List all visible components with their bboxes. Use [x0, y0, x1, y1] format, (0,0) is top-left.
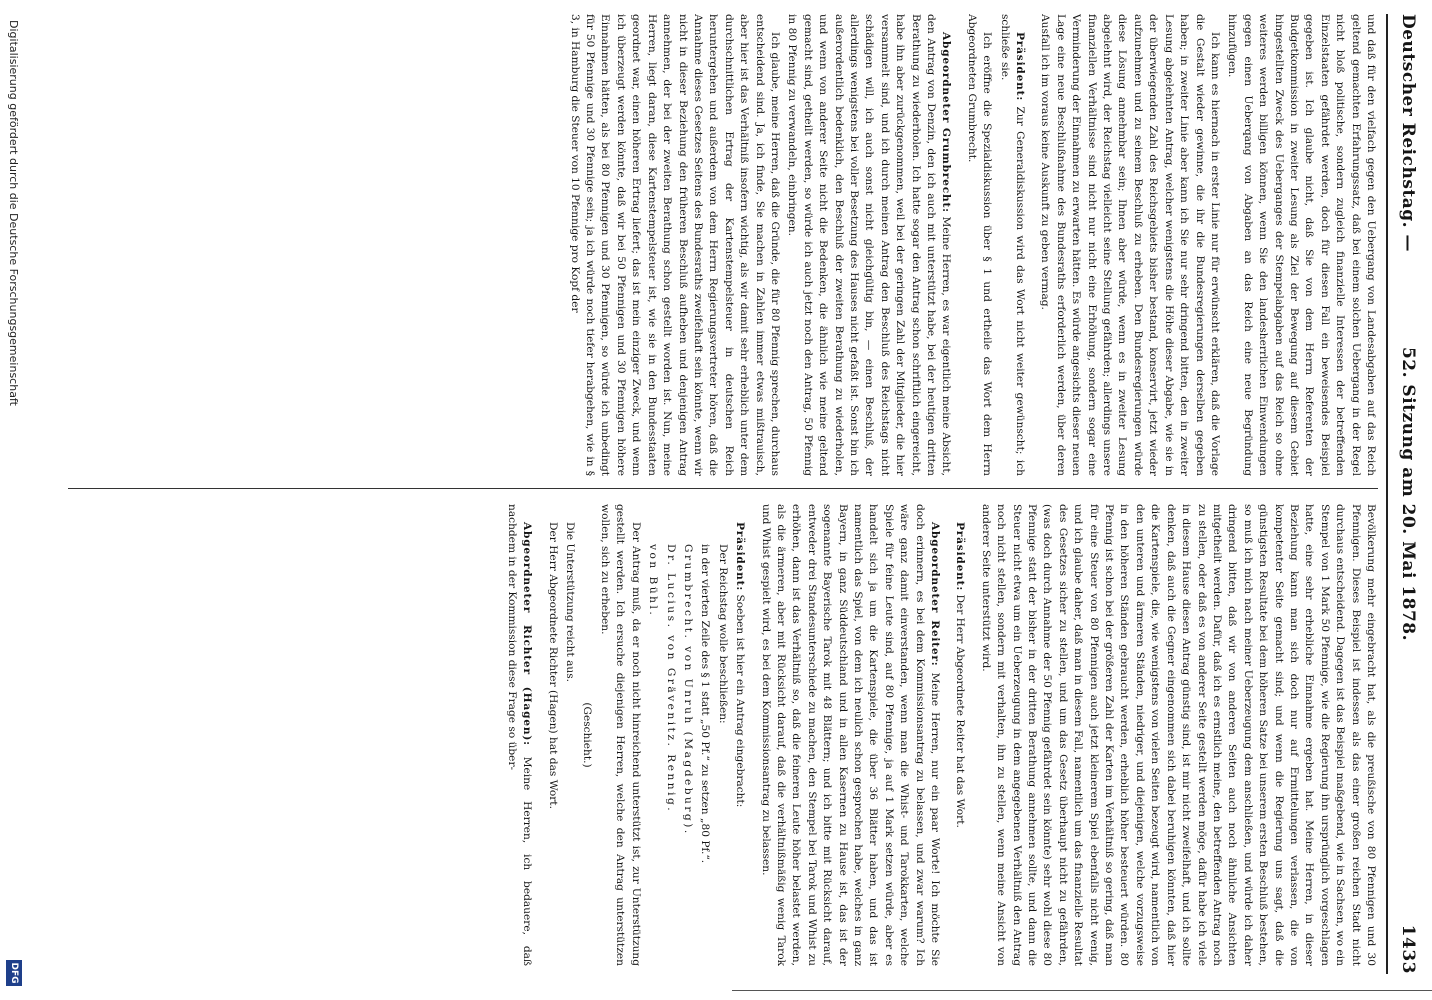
text-paragraph: und daß für den vielfach gegen den Uebergang von Landesabgaben auf das Reich geltend gemachten Erfahrungssatz, daß bei einem solchen Uebergang in der Regel nicht bloß politische, sondern zugleich finanzielle Interessen der betreffenden Einzelstaaten gefährdet werden, doch für diesen Fall ein beweisendes Beispiel gegeben ist. Ich glaube nicht, daß Sie von dem Herrn Referenten der Budgetkommission in zweiter Lesung als Ziel der Bewegung auf diesem Gebiet hingestellten Zweck des Ueberganges der Stempelabgaben auf das Reich so ohne weiteres werden billigen können, wenn Sie den landesherrlichen Einwendungen gegen einen Ueberqang von Abgaben an das Reich eine neue Begründung hinzufügen.: [1226, 14, 1377, 476]
text-column-right: [58, 504, 1378, 966]
digitization-credit-text: Digitalisierung gefördert durch die Deutsche Forschungsgemeinschaft: [7, 20, 20, 406]
text-paragraph: Der Herr Abgeordnete Richter (Hagen) hat das Wort.: [546, 522, 559, 809]
speech-paragraph: [952, 504, 967, 966]
text-paragraph: Grumbrecht. von Unruh (Magdeburg).: [681, 544, 694, 836]
header-publication-title: Deutscher Reichstag. —: [1398, 14, 1418, 253]
column-divider: [68, 488, 1378, 489]
digitization-credit: [4, 0, 22, 1000]
paragraph-gap: [747, 504, 755, 966]
speaker-name: Abgeordneter Grumbrecht:: [940, 32, 953, 213]
page-header: [1386, 14, 1418, 974]
paragraph-gap: [942, 504, 950, 966]
text-paragraph: Der Antrag muß, da er noch nicht hinreichend unterstützt ist, zur Unterstützung gestellt werden. Ich ersuche diejenigen Herren, welche den Antrag unterstützen wollen, sich zu erheben.: [598, 504, 642, 966]
margin-rule: [732, 990, 1432, 991]
speech-text: Der Herr Abgeordnete Reiter hat das Wort.: [954, 594, 967, 828]
speech-text: Meine Herren, nur ein paar Worte! Ich möchte Sie doch erinnern, es bei dem Kommissionsantrag zu belassen, und zwar warum? Ich wäre ganz damit einverstanden, wenn man die Whist- und Tarokkarten, welche Spiele für feine Leute sind, auf 80 Pfennige, ja auf 1 Mark setzen würde, aber es handelt sich ja um die Kartenspiele, die über 36 Blätter haben, und das ist namentlich das Spiel, von dem ich neulich schon gesprochen habe, welches in ganz Bayern, in ganz Süddeutschland und in allen Kasernen zu Hause ist, das ist der sogenannte Bayerische Tarok mit 48 Blättern; und ich bitte mit Rücksicht darauf, entweder drei Standesunterschiede zu machen, den Stempel bei Tarok und Whist zu erhöhen, dann ist das Verhältniß so, daß die feineren Leute höher belastet werden, als die ärmeren, aber mit Rücksicht darauf, daß die verhältnißmäßig wenig Tarok und Whist gespielt wird, es bei dem Kommissionsantrag zu belassen.: [759, 504, 942, 966]
speech-paragraph: [732, 504, 747, 966]
text-paragraph: Dr. Lucius. von Grävenitz. Rennig.: [664, 544, 677, 814]
dfg-logo: DFG: [6, 960, 22, 986]
paragraph-gap: [967, 504, 975, 966]
header-session-date: 52. Sitzung am 20. Mai 1878.: [1398, 346, 1418, 642]
text-paragraph: Die Unterstützung reicht aus.: [564, 522, 577, 683]
text-paragraph: Ich kann es hiernach in erster Linie nur für erwünscht erklären, daß die Vorlage die Gestalt wieder gewinne, die ihr die Bundesregierungen derselben gegeben haben; in zweiter Linie aber kann ich Sie nur sehr dringend bitten, den in zweiter Lesung abgelehnten Antrag, welcher wenigstens die Höhe dieser Abgabe, wie sie in der überwiegenden Zahl des Reichsgebiets bisher bestand, konservirt, jetzt wieder aufzunehmen und zu seinem Beschluß zu erheben. Den Bundesregierungen würde diese Lösung annehmbar sein; Ihnen aber würde, wenn es in zweiter Lesung abgelehnt wird, der Reichstag vielleicht seine Stellung gefährden; allerdings unsere finanziellen Verhältnisse sind nicht nur nicht eine Erhöhung, sondern sogar eine Verminderung der Einnahmen zu erwarten hätten. Es würde angesichts dieser neuen Lage eine neue Beschlußnahme des Bundesraths erforderlich werden, über deren Ausfall ich im voraus keine Auskunft zu geben vermag.: [1039, 14, 1221, 476]
text-paragraph: in der vierten Zeile des § 1 statt „50 Pf.“ zu setzen „80 Pf.“.: [699, 544, 712, 864]
speaker-name: Präsident:: [1014, 32, 1027, 102]
text-paragraph: Ich glaube, meine Herren, daß die Gründe, die für 80 Pfennig sprechen, durchaus entscheidend sind. Ja, ich finde, Sie machen in Zahlen immer etwas mißtrauisch, aber hier ist das Verhältniß insofern wichtig, als wir damit sehr erheblich unter dem durchschnittlichen Ertrag der Kartenstempelsteuer in deutschen Reich heruntergehen und außerdem von dem Herrn Regierungsvertreter hören, daß die Annahme dieses Gesetzes Seitens des Bundesraths zweifelhaft sein könnte, wenn wir nicht in dieser Beziehung den früheren Beschluß aufheben und denjenigen Antrag annehmen, der bei der zweiten Berathung schon gestellt worden ist. Nun, meine Herren, liegt daran, diese Kartenstempelsteuer ist, wie sie in den Bundesstaaten geordnet war, einen höheren Ertrag liefert; das ist mein einziger Zweck, und wenn ich überzeugt werden könnte, daß wir bei 50 Pfennigen und 30 Pfennigen höhere Einnahmen hätten, als bei 80 Pfennigen und 30 Pfennigen, so würde ich unbedingt für 50 Pfennige und 30 Pfennige sein; ja ich würde noch tiefer herabgehen, wie in § 3, in Hamburg die Steuer von 10 Pfennige pro Kopf der: [568, 14, 781, 476]
speech-text: Meine Herren, ich bedauere, daß nachdem in der Kommission diese Frage so über-: [505, 504, 534, 966]
paragraph-gap: [953, 14, 961, 476]
header-rule: [1386, 14, 1388, 974]
speech-text: Zur Generaldiskussion wird das Wort nicht weiter gewünscht; ich schließe sie.: [998, 14, 1027, 476]
speech-paragraph: [503, 504, 534, 966]
speech-text: Meine Herren, es war eigentlich meine Absicht, den Antrag von Denzin, den ich auch mit unterstützt habe, bei der heutigen dritten Berathung zu wiederholen. Ich hatte sogar den Antrag schon schriftlich eingereicht, habe ihn aber zurückgenommen, weil bei der geringen Zahl der Mitglieder, die hier versammelt sind, und ich durch meinen Antrag den Beschluß des Reichstags nicht schädigen will, ich auch sonst nicht gleichgültig bin, — einen Beschluß, der allerdings wenigstens bei voller Besetzung des Hauses nicht gefaßt ist. Sonst bin ich außerordentlich bedenklich, den Beschluß der zweiten Berathung zu wiederholen, und wenn von anderer Seite nicht die Bedenken, die ähnlich wie meine geltend gemacht sind, getheilt werden, so würde ich auch jetzt noch den Antrag, 50 Pfennig in 80 Pfennig zu verwandeln, einbringen.: [786, 14, 953, 476]
speaker-name: Abgeordneter Richter (Hagen):: [521, 522, 534, 746]
paragraph-gap: [534, 504, 542, 966]
text-paragraph: Ich eröffne die Spezialdiskussion über § 1 und ertheile das Wort dem Herrn Abgeordneten Grumbrecht.: [965, 14, 994, 476]
text-column-left: [58, 14, 1378, 476]
header-page-number: 1433: [1398, 924, 1418, 974]
text-paragraph: (Geschieht.): [581, 702, 594, 768]
speaker-name: Präsident:: [954, 522, 967, 592]
speech-paragraph: [996, 14, 1027, 476]
speaker-name: Abgeordneter Reiter:: [929, 522, 942, 667]
speech-paragraph: [784, 14, 953, 476]
speech-paragraph: [757, 504, 942, 966]
speech-text: Soeben ist hier ein Antrag eingebracht:: [734, 594, 747, 808]
speaker-name: Präsident:: [734, 522, 747, 592]
text-paragraph: von Bühl.: [647, 544, 660, 618]
text-paragraph: Der Reichstag wolle beschließen:: [716, 544, 729, 724]
text-paragraph: Bevölkerung mehr eingebracht hat, als die preußische von 80 Pfennigen und 30 Pfennigen. Dieses Beispiel ist indessen als das einer großen reichen Stadt nicht durchaus entscheidend. Dagegen ist das Beispiel maßgebend, wie in Sachsen, wo ein Stempel von 1 Mark 50 Pfennige, wie die Regierung ihn ursprünglich vorgeschlagen hatte, eine sehr erhebliche Einnahme ergeben hat. Meine Herren, in dieser Beziehung kann man sich doch nur auf Ermittelungen verlassen, die von kompetenter Seite gemacht sind; und wenn die Regierung uns sagt, daß die günstigsten Resultate bei dem höheren Satze bei unserem ersten Beschluß bestehen, so muß ich mich nach meiner Ueberzeugung dem anschließen, und würde ich daher dringend bitten, daß wir von anderen Seiten auch noch ähnliche Ansichten mitgetheilt werden. Dafür, daß ich es ernstlich meine, den betreffenden Antrag noch zu stellen, oder daß es von anderer Seite gestellt werden möge, dafür habe ich viele in diesem Hause diesen Antrag günstig sind, ist mir nicht zweifelhaft, und ich sollte denken, daß auch die Gegner eingenommen sich dabei beruhigen könnten, daß hier die Kartenspiele, die, wie wenigstens von vielen Seiten bezeugt wird, namentlich von den unteren und ärmeren Ständen, niedriger, und diejenigen, welche vorzugsweise in den höheren Ständen gebraucht werden, erheblich höher besteuert würden. 80 Pfennig ist schon bei der größeren Zahl der Karten im Verhältniß so gering, daß man für eine Steuer von 80 Pfennigen auch jetzt kleinerem Spiel ebenfalls nicht wenig, und ich glaube daher, daß man in diesem Fall, namentlich um das finanzielle Resultat des Gesetzes sicher zu stellen, und um das Gesetz überhaupt nicht zu gefährden, (was doch durch Annahme der 50 Pfennig gefährdet sein könnte) sehr wohl diese 80 Pfennige statt der bisher in der dritten Berathung annehmen sollte, und dann die Steuer nicht etwa um ein Ueberzeugung in dem angegebenen Verhältniß den Antrag noch nicht stellen, sondern mit verhalten, ihn zu stellen, wenn meine Ansicht von anderer Seite unterstützt wird.: [979, 504, 1377, 966]
paragraph-gap: [1027, 14, 1035, 476]
